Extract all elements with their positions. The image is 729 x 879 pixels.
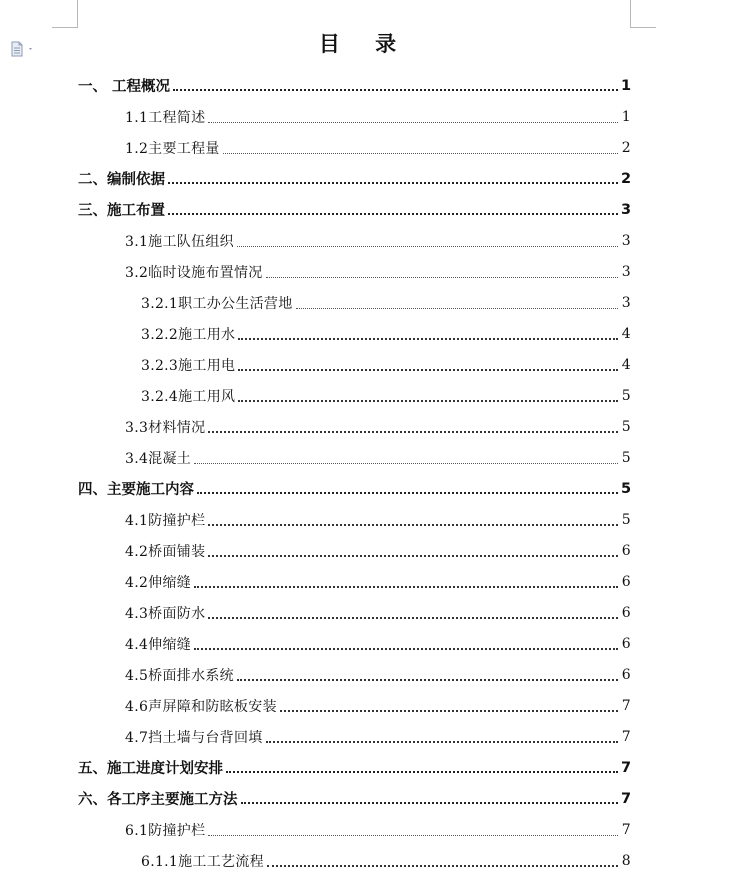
toc-entry-page-number: 6 [621, 604, 631, 621]
toc-entry[interactable] [0, 380, 729, 411]
toc-entry-label: 4.6声屏障和防眩板安装 [125, 698, 277, 715]
toc-entry-label: 4.4伸缩缝 [125, 636, 192, 653]
toc-entry-leader [296, 307, 618, 309]
toc-entry-label: 1.1工程简述 [125, 109, 206, 126]
toc-entry[interactable] [0, 194, 729, 225]
toc-entry-leader [208, 121, 618, 123]
toc-entry[interactable] [0, 318, 729, 349]
toc-entry[interactable] [0, 597, 729, 628]
toc-entry-leader [266, 276, 618, 278]
toc-entry-leader [208, 616, 618, 619]
toc-entry-leader [208, 834, 618, 836]
toc-entry[interactable] [0, 504, 729, 535]
toc-entry-page-number: 7 [621, 728, 631, 745]
toc-entry-leader [241, 801, 619, 804]
toc-entry-leader [223, 152, 618, 154]
toc-entry-label: 3.1施工队伍组织 [125, 233, 234, 250]
toc-entry-page-number: 8 [621, 852, 631, 869]
toc-entry-leader [194, 585, 618, 588]
crop-mark-top-left-vertical [77, 0, 78, 28]
toc-entry[interactable] [0, 690, 729, 721]
toc-entry[interactable] [0, 628, 729, 659]
toc-entry-label: 三、施工布置 [78, 203, 165, 219]
toc-entry-page-number: 6 [621, 542, 631, 559]
toc-entry-leader [194, 462, 618, 464]
toc-entry-page-number: 3 [621, 232, 631, 249]
toc-entry-page-number: 7 [621, 759, 632, 776]
toc-entry[interactable] [0, 132, 729, 163]
toc-entry-leader [194, 647, 618, 650]
toc-entry-leader [173, 88, 618, 91]
toc-entry-label: 1.2主要工程量 [125, 140, 220, 157]
toc-entry-leader [226, 770, 618, 773]
toc-entry-leader [266, 740, 618, 743]
toc-entry-page-number: 1 [621, 108, 631, 125]
toc-entry-label: 二、编制依据 [78, 172, 165, 188]
toc-entry-label: 3.2.3施工用电 [141, 357, 236, 374]
toc-entry-leader [208, 554, 618, 557]
toc-entry-leader [267, 864, 618, 867]
toc-entry-label: 六、各工序主要施工方法 [78, 792, 238, 808]
toc-entry-leader [197, 491, 618, 494]
toc-entry-label: 4.3桥面防水 [125, 605, 206, 622]
toc-entry[interactable] [0, 442, 729, 473]
toc-entry-page-number: 2 [621, 139, 631, 156]
toc-entry-page-number: 2 [621, 170, 632, 187]
toc-entry[interactable] [0, 163, 729, 194]
toc-entry-page-number: 3 [621, 294, 631, 311]
toc-entry-label: 3.4混凝土 [125, 450, 192, 467]
toc-entry-page-number: 5 [621, 511, 631, 528]
toc-entry-leader [168, 181, 618, 184]
toc-entry-label: 4.5桥面排水系统 [125, 667, 234, 684]
toc-entry-label: 3.2临时设施布置情况 [125, 264, 263, 281]
toc-entry-label: 3.2.1职工办公生活营地 [141, 295, 293, 312]
toc-entry[interactable] [0, 845, 729, 876]
toc-entry-label: 四、主要施工内容 [78, 482, 194, 498]
toc-entry-label: 4.2桥面铺装 [125, 543, 206, 560]
toc-entry-page-number: 6 [621, 666, 631, 683]
toc-entry[interactable] [0, 721, 729, 752]
toc-entry-leader [168, 212, 618, 215]
toc-entry-page-number: 5 [621, 418, 631, 435]
toc-entry-label: 6.1防撞护栏 [125, 822, 206, 839]
toc-entry-label: 4.2伸缩缝 [125, 574, 192, 591]
toc-entry-page-number: 7 [621, 790, 632, 807]
toc-entry-label: 3.3材料情况 [125, 419, 206, 436]
toc-entry-label: 4.7挡土墙与台背回填 [125, 729, 263, 746]
toc-entry-leader [208, 430, 618, 433]
toc-entry[interactable] [0, 566, 729, 597]
toc-entry-page-number: 6 [621, 573, 631, 590]
toc-entry-leader [238, 368, 618, 371]
toc-entry[interactable] [0, 287, 729, 318]
toc-entry-page-number: 5 [621, 449, 631, 466]
toc-entry[interactable] [0, 783, 729, 814]
toc-entry-label: 一、 工程概况 [78, 79, 171, 95]
toc-entry[interactable] [0, 225, 729, 256]
crop-mark-top-right-vertical [630, 0, 631, 28]
toc-entry[interactable] [0, 473, 729, 504]
toc-entry-leader [237, 245, 618, 247]
toc-entry-page-number: 7 [621, 697, 631, 714]
toc-entry-leader [238, 399, 618, 402]
toc-entry-page-number: 5 [621, 387, 631, 404]
toc-entry-leader [238, 337, 618, 340]
toc-entry[interactable] [0, 659, 729, 690]
toc-entry-page-number: 5 [621, 480, 632, 497]
toc-entry-leader [237, 678, 618, 681]
toc-entry[interactable] [0, 349, 729, 380]
toc-entry[interactable] [0, 101, 729, 132]
toc-entry-leader [280, 709, 618, 712]
toc-entry-label: 4.1防撞护栏 [125, 512, 206, 529]
toc-entry[interactable] [0, 752, 729, 783]
toc-entry-label: 3.2.4施工用风 [141, 388, 236, 405]
toc-entry-leader [208, 523, 618, 526]
toc-entry-page-number: 3 [621, 263, 631, 280]
toc-entry[interactable] [0, 411, 729, 442]
toc-entry[interactable] [0, 256, 729, 287]
toc-entry-label: 3.2.2施工用水 [141, 326, 236, 343]
toc-entry[interactable] [0, 535, 729, 566]
toc-entry-page-number: 3 [621, 201, 632, 218]
toc-entry-page-number: 4 [621, 356, 631, 373]
toc-entry[interactable] [0, 814, 729, 845]
toc-entry[interactable] [0, 70, 729, 101]
toc-entry-label: 五、施工进度计划安排 [78, 761, 223, 777]
toc-entry-page-number: 7 [621, 821, 631, 838]
toc-entry-page-number: 6 [621, 635, 631, 652]
toc-entry-page-number: 4 [621, 325, 631, 342]
toc-entry-label: 6.1.1施工工艺流程 [141, 853, 264, 870]
toc-entry-page-number: 1 [621, 77, 632, 94]
page-title: 目 录 [318, 32, 411, 56]
